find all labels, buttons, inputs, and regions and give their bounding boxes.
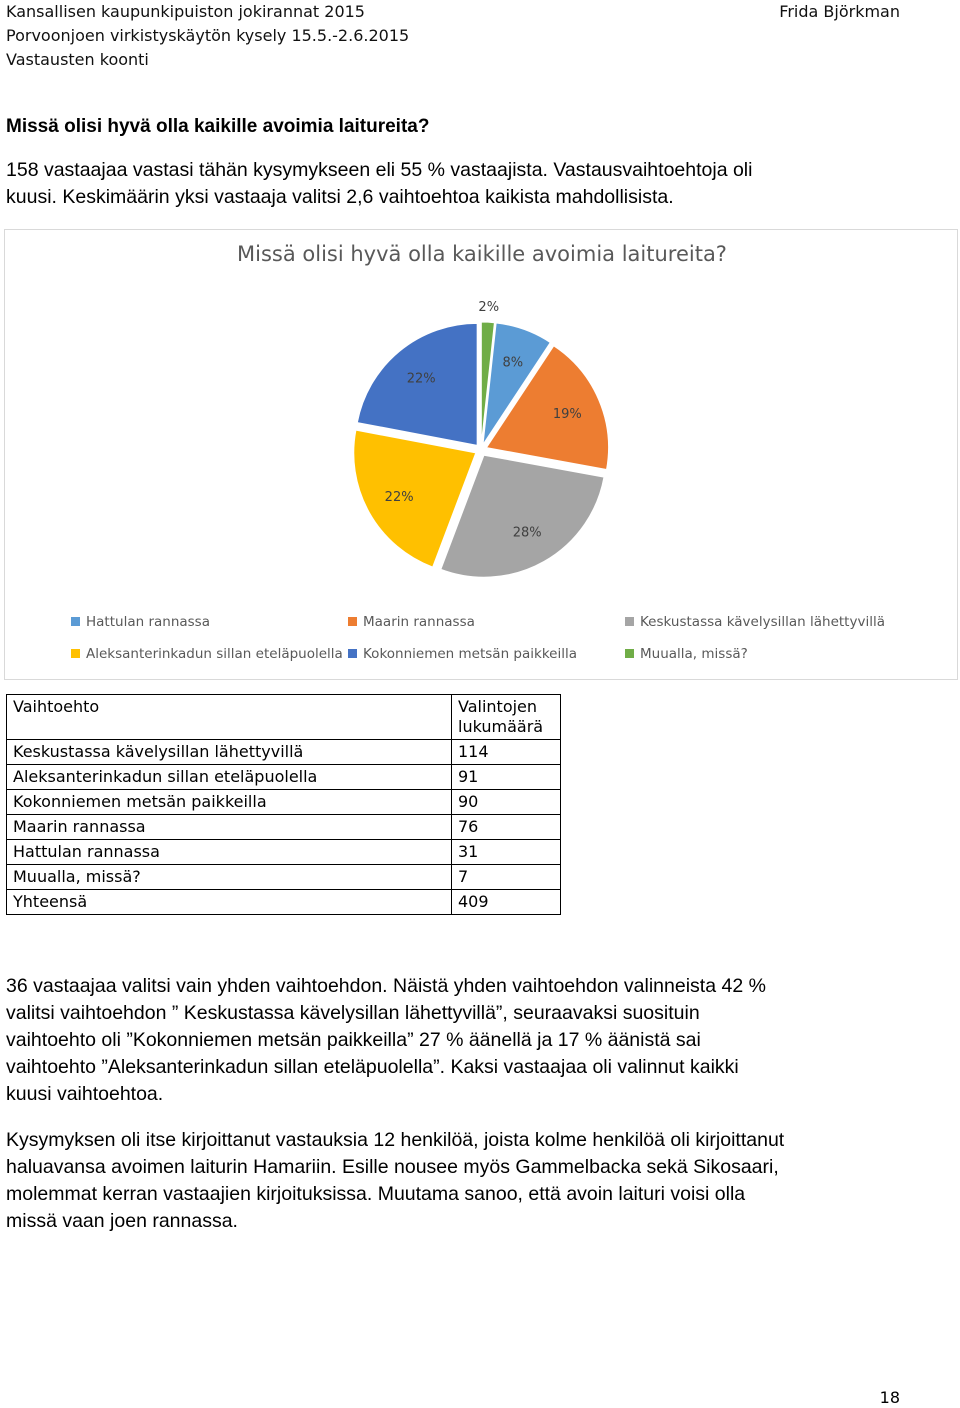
- para2-line-1: Kysymyksen oli itse kirjoittanut vastauksia 12 henkilöä, joista kolme henkilöä oli kirjoittanut: [6, 1129, 785, 1151]
- legend-label: Maarin rannassa: [363, 614, 475, 630]
- pie-data-label: 19%: [552, 407, 582, 423]
- legend-entry: [625, 614, 885, 630]
- table-cell-option: Maarin rannassa: [7, 815, 452, 840]
- legend-label: Hattulan rannassa: [86, 614, 210, 630]
- pie-data-label: 8%: [502, 355, 524, 371]
- legend-swatch: [348, 617, 357, 626]
- legend-label: Kokonniemen metsän paikkeilla: [363, 646, 577, 662]
- table-cell-option: Muualla, missä?: [7, 865, 452, 890]
- table-row: [7, 740, 561, 765]
- legend-label: Aleksanterinkadun sillan eteläpuolella: [86, 646, 343, 662]
- para2-line-4: missä vaan joen rannassa.: [6, 1210, 238, 1232]
- legend-swatch: [625, 649, 634, 658]
- page-number: 18: [879, 1388, 900, 1407]
- table-cell-count: 90: [452, 790, 561, 815]
- legend-label: Muualla, missä?: [640, 646, 748, 662]
- legend-entry: [348, 614, 475, 630]
- table-row: [7, 790, 561, 815]
- table-cell-option: Yhteensä: [7, 890, 452, 915]
- para1-line-3: vaihtoehto oli ”Kokonniemen metsän paikkeilla” 27 % äänellä ja 17 % äänistä sai: [6, 1029, 701, 1051]
- legend-swatch: [71, 617, 80, 626]
- header-line-2: Porvoonjoen virkistyskäytön kysely 15.5.-2.6.2015: [6, 26, 410, 45]
- choices-table: [6, 694, 561, 915]
- table-cell-count: 114: [452, 740, 561, 765]
- legend-entry: [348, 646, 577, 662]
- table-cell-count: Valintojen lukumäärä: [452, 695, 561, 740]
- table-cell-option: Keskustassa kävelysillan lähettyvillä: [7, 740, 452, 765]
- legend-entry: [71, 614, 210, 630]
- header-line-3: Vastausten koonti: [6, 50, 149, 69]
- intro-line-1: 158 vastaajaa vastasi tähän kysymykseen eli 55 % vastaajista. Vastausvaihtoehtoja oli: [6, 159, 753, 181]
- table-row: [7, 765, 561, 790]
- pie-data-label: 22%: [406, 371, 436, 387]
- pie-chart: [4, 229, 958, 680]
- table-row: [7, 815, 561, 840]
- table-cell-option: Hattulan rannassa: [7, 840, 452, 865]
- header-author: Frida Björkman: [779, 2, 900, 21]
- legend-entry: [71, 646, 343, 662]
- legend-label: Keskustassa kävelysillan lähettyvillä: [640, 614, 885, 630]
- para2-line-3: molemmat kerran vastaajien kirjoituksissa. Muutama sanoo, että avoin laituri voisi olla: [6, 1183, 746, 1205]
- intro-line-2: kuusi. Keskimäärin yksi vastaaja valitsi 2,6 vaihtoehtoa kaikista mahdollisista.: [6, 186, 674, 208]
- chart-title: Missä olisi hyvä olla kaikille avoimia laitureita?: [237, 242, 727, 266]
- para1-line-4: vaihtoehto ”Aleksanterinkadun sillan eteläpuolella”. Kaksi vastaajaa oli valinnut kaikki: [6, 1056, 739, 1078]
- para1-line-1: 36 vastaajaa valitsi vain yhden vaihtoehdon. Näistä yhden vaihtoehdon valinneista 42 %: [6, 975, 766, 997]
- table-header-row: [7, 695, 561, 740]
- table-cell-count: 91: [452, 765, 561, 790]
- table-row: [7, 840, 561, 865]
- table-cell-count: 409: [452, 890, 561, 915]
- table-cell-option: Aleksanterinkadun sillan eteläpuolella: [7, 765, 452, 790]
- para2-line-2: haluavansa avoimen laiturin Hamariin. Esille nousee myös Gammelbacka sekä Sikosaari,: [6, 1156, 779, 1178]
- table-cell-count: 76: [452, 815, 561, 840]
- legend-swatch: [348, 649, 357, 658]
- pie-data-label: 2%: [478, 300, 500, 316]
- pie-data-label: 28%: [512, 525, 542, 541]
- table-cell-option: Vaihtoehto: [7, 695, 452, 740]
- table-cell-count: 31: [452, 840, 561, 865]
- header-line-1: Kansallisen kaupunkipuiston jokirannat 2015: [6, 2, 365, 21]
- table-cell-count: 7: [452, 865, 561, 890]
- legend-swatch: [625, 617, 634, 626]
- para1-line-2: valitsi vaihtoehdon ” Keskustassa kävelysillan lähettyvillä”, seuraavaksi suosituin: [6, 1002, 700, 1024]
- legend-swatch: [71, 649, 80, 658]
- table-row: [7, 890, 561, 915]
- table-cell-option: Kokonniemen metsän paikkeilla: [7, 790, 452, 815]
- question-heading: Missä olisi hyvä olla kaikille avoimia laitureita?: [6, 116, 430, 137]
- para1-line-5: kuusi vaihtoehtoa.: [6, 1083, 164, 1105]
- table-row: [7, 865, 561, 890]
- legend-entry: [625, 646, 748, 662]
- pie-data-label: 22%: [384, 489, 414, 505]
